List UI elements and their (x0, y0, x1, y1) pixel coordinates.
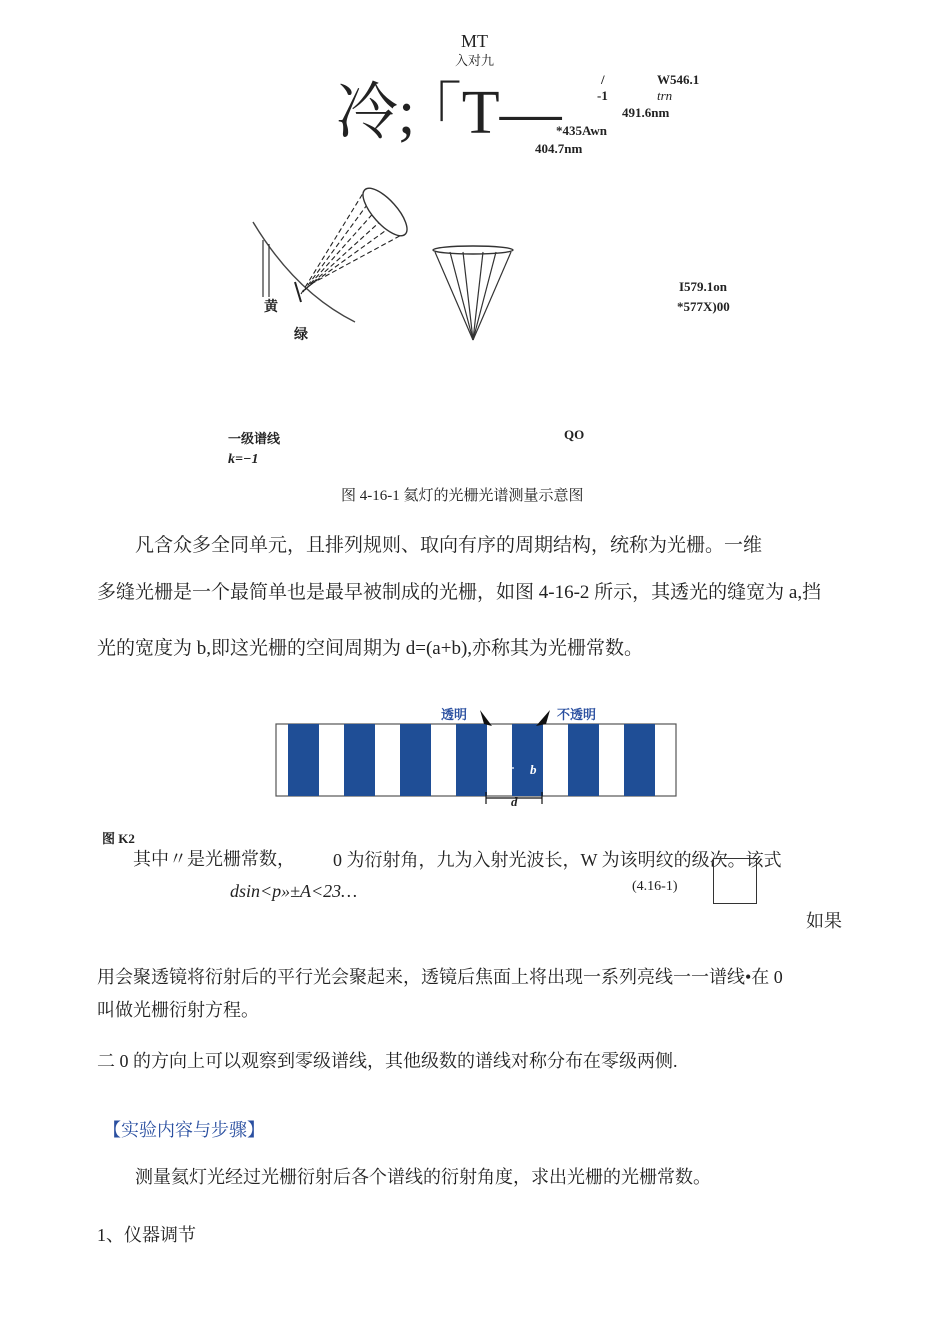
label-trn: trn (657, 88, 673, 103)
label-yellow: 黄 (264, 300, 278, 315)
label-green: 绿 (294, 328, 308, 343)
figure-caption-2: 图 K2 (102, 831, 135, 846)
label-minus-one: -1 (597, 88, 608, 103)
label-slash: / (601, 72, 605, 87)
paragraph-line: 多缝光栅是一个最简单也是最早被制成的光栅，如图 4-16-2 所示，其透光的缝宽为 a,挡 (97, 582, 822, 603)
paragraph-line: 如果 (806, 911, 842, 931)
label-opaque: 不透明 (557, 707, 597, 722)
paragraph-line: 用会聚透镜将衍射后的平行光会聚起来，透镜后焦面上将出现一系列亮线一一谱线•在 0 (97, 967, 783, 987)
paragraph-line: 凡含众多全同单元，且排列规则、取向有序的周期结构，统称为光栅。一维 (135, 535, 763, 556)
grating-diagram (270, 700, 680, 810)
paragraph-line: 叫做光栅衍射方程。 (97, 1000, 259, 1020)
label-435nm: *435Awn (556, 123, 608, 138)
label-a: a (493, 762, 500, 777)
label-qo: QO (564, 427, 585, 442)
label-mt: MT (461, 31, 488, 51)
diffraction-schematic (245, 182, 525, 352)
label-4047nm: 404.7nm (535, 141, 583, 156)
diffraction-equation: dsin<p»±A<23… (230, 881, 358, 901)
label-k-minus-one: k=−1 (228, 452, 259, 467)
equation-number: (4.16-1) (632, 879, 678, 894)
paragraph-line: 二 0 的方向上可以观察到零级谱线，其他级数的谱线对称分布在零级两侧. (97, 1051, 678, 1071)
label-w5461: W546.1 (657, 72, 700, 87)
label-first-order-line: 一级谱线 (228, 431, 281, 446)
label-transparent: 透明 (441, 707, 468, 722)
label-5791nm: I579.1on (679, 279, 728, 294)
paragraph-line: 光的宽度为 b,即这光栅的空间周期为 d=(a+b),亦称其为光栅常数。 (97, 638, 644, 659)
label-d: d (511, 794, 518, 809)
garbled-heading: 冷; ｢T— (336, 79, 562, 147)
section-heading: 【实验内容与步骤】 (103, 1120, 265, 1140)
image-placeholder-box (713, 858, 757, 904)
paragraph-line: 0 为衍射角，九为入射光波长，W 为该明纹的级次。该式 (333, 850, 782, 870)
label-b: b (530, 762, 537, 777)
paragraph-line: 其中〃是光栅常数， (133, 849, 295, 869)
section-intro: 测量氦灯光经过光栅衍射后各个谱线的衍射角度，求出光栅的光栅常数。 (135, 1167, 711, 1187)
figure-caption-1: 图 4-16-1 氦灯的光栅光谱测量示意图 (341, 488, 584, 504)
label-4916nm: 491.6nm (622, 105, 670, 120)
step-heading: 1、仪器调节 (97, 1225, 196, 1245)
label-incident-light: 入对九 (455, 53, 495, 68)
label-577nm: *577X)00 (677, 299, 730, 314)
